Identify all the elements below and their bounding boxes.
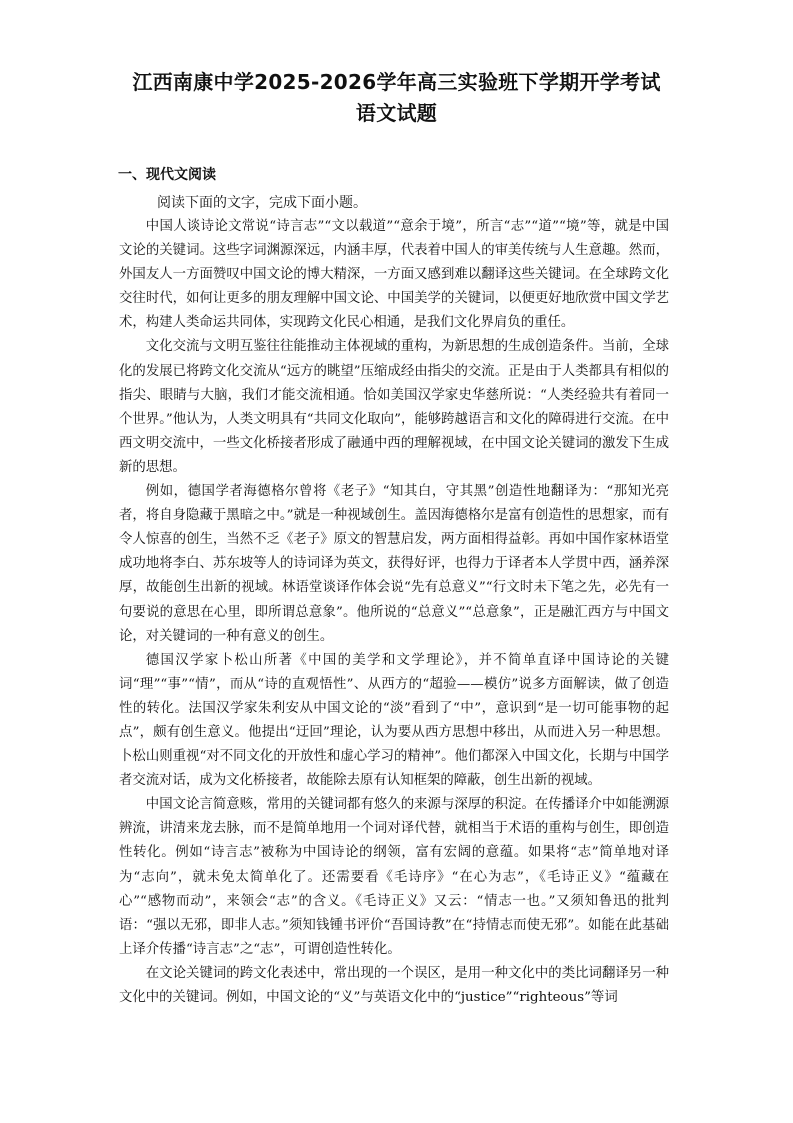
paragraph: 德国汉学家卜松山所著《中国的美学和文学理论》，并不简单直译中国诗论的关键词“理”“事”“情”，而从“诗的直观悟性”、从西方的“超验——模仿”说多方面解读，做了创造性的转化。法国汉学家朱利安从中国文论的“淡”看到了“中”，意识到“是一切可能事物的起点”，颇有创生意义。他提出“迂回”理论，认为要从西方思想中移出，从而进入另一种思想。卜松山则重视“对不同文化的开放性和虚心学习的精神”。他们都深入中国文化，长期与中国学者交流对话，成为文化桥接者，故能除去原有认知框架的障蔽，创生出新的视域。	[119, 652, 669, 789]
section-heading: 一、现代文阅读	[118, 167, 216, 183]
paragraph: 中国文论言简意赅，常用的关键词都有悠久的来源与深厚的积淀。在传播译介中如能溯源辨流，讲清来龙去脉，而不是简单地用一个词对译代替，就相当于术语的重构与创生，即创造性转化。例如“诗言志”被称为中国诗论的纲领，富有宏阔的意蕴。如果将“志”简单地对译为“志向”，就未免太简单化了。还需要看《毛诗序》“在心为志”，《毛诗正义》“蕴藏在心”“感物而动”，来领会“志”的含义。《毛诗正义》又云：“情志一也。”又须知鲁迅的批判语：“强以无邪，即非人志。”须知钱锺书评价“吾国诗教”在“持情志而使无邪”。如能在此基础上译介传播“诗言志”之“志”，可谓创造性转化。	[119, 797, 669, 957]
paragraph: 文化交流与文明互鉴往往能推动主体视域的重构，为新思想的生成创造条件。当前，全球化的发展已将跨文化交流从“远方的眺望”压缩成经由指尖的交流。正是由于人类都具有相似的指尖、眼睛与大脑，我们才能交流相通。恰如美国汉学家史华慈所说：“人类经验共有着同一个世界。”他认为，人类文明具有“共同文化取向”，能够跨越语言和文化的障碍进行交流。在中西文明交流中，一些文化桥接者形成了融通中西的理解视域，在中国文论关键词的激发下生成新的思想。	[119, 339, 669, 475]
paragraph: 在文论关键词的跨文化表述中，常出现的一个误区，是用一种文化中的类比词翻译另一种文化中的关键词。例如，中国文论的“义”与英语文化中的“justice”“righteous”等词	[119, 965, 669, 1005]
paragraph: 中国人谈诗论文常说“诗言志”“文以载道”“意余于境”，所言“志”“道”“境”等，就是中国文论的关键词。这些字词渊源深远，内涵丰厚，代表着中国人的审美传统与人生意趣。然而，外国友人一方面赞叹中国文论的博大精深，一方面又感到难以翻译这些关键词。在全球跨文化交往时代，如何让更多的朋友理解中国文论、中国美学的关键词，以便更好地欣赏中国文学艺术，构建人类命运共同体，实现跨文化民心相通，是我们文化界肩负的重任。	[119, 219, 669, 331]
paragraph: 例如，德国学者海德格尔曾将《老子》“知其白，守其黑”创造性地翻译为：“那知光亮者，将自身隐藏于黑暗之中。”就是一种视域创生。盖因海德格尔是富有创造性的思想家，而有令人惊喜的创生，当然不乏《老子》原文的智慧启发，两方面相得益彰。再如中国作家林语堂成功地将李白、苏东坡等人的诗词译为英文，获得好评，也得力于译者本人学贯中西，涵养深厚，故能创生出新的视域。林语堂谈译作体会说“先有总意义”“行文时未下笔之先，必先有一句要说的意思在心里，即所谓总意象”。他所说的“总意义”“总意象”，正是融汇西方与中国文论，对关键词的一种有意义的创生。	[119, 484, 669, 644]
exam-subtitle: 语文试题	[355, 101, 438, 125]
exam-title: 江西南康中学2025-2026学年高三实验班下学期开学考试	[132, 70, 661, 94]
reading-instruction: 阅读下面的文字，完成下面小题。	[157, 195, 367, 211]
article-body	[119, 215, 669, 1010]
